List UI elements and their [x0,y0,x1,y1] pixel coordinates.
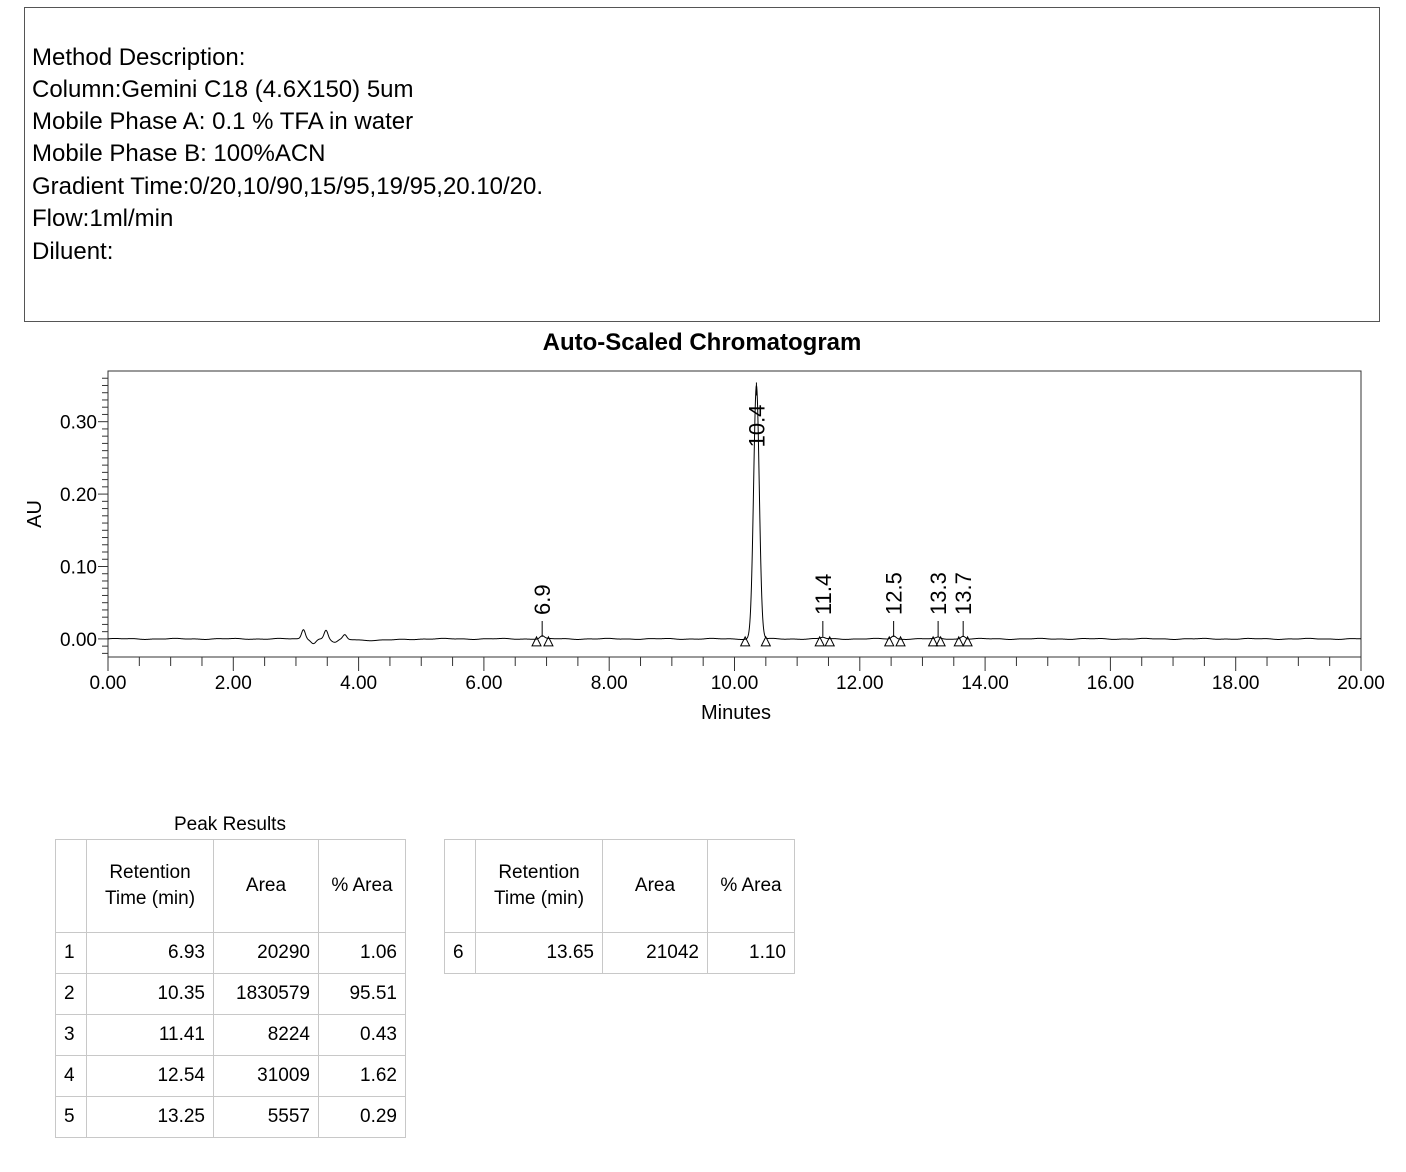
y-tick-label: 0.00 [60,629,97,651]
integration-mark [532,637,541,646]
peak-label: 11.4 [810,573,836,615]
method-line-diluent: Diluent: [32,238,114,265]
row-index: 5 [56,1097,87,1138]
chromatogram-trace [108,385,1361,643]
header-percent-area: % Area [708,840,795,933]
row-index: 3 [56,1015,87,1056]
x-tick-label: 4.00 [340,673,378,694]
y-axis-label: AU [24,500,46,528]
x-tick-label: 0.00 [89,673,127,694]
y-tick-label: 0.30 [60,412,97,434]
x-axis-label: Minutes [700,702,772,724]
y-tick-label: 0.20 [60,485,97,507]
header-index [56,840,87,933]
peak-label: 10.4 [744,404,770,448]
peak-results-table-right [444,839,795,974]
peak-label: 12.5 [881,572,907,615]
row-area: 20290 [214,933,319,974]
header-percent-area: % Area [319,840,406,933]
table-row [56,1015,406,1056]
header-retention-time: Retention Time (min) [87,840,214,933]
integration-marks [532,637,972,646]
table-row [56,933,406,974]
peak-label: 13.3 [926,572,952,615]
table-row [56,1097,406,1138]
integration-mark [963,637,972,646]
method-line-mobile-a: Mobile Phase A: 0.1 % TFA in water [32,108,414,135]
y-axis [60,378,108,653]
row-area: 8224 [214,1015,319,1056]
x-tick-label: 16.00 [1086,673,1135,694]
table-row [445,933,795,974]
x-tick-label: 10.00 [710,673,759,694]
row-percent-area: 1.10 [708,933,795,974]
table-header-row [56,840,406,933]
row-retention-time: 11.41 [87,1015,214,1056]
x-tick-label: 18.00 [1211,673,1260,694]
header-retention-time: Retention Time (min) [476,840,603,933]
y-tick-label: 0.10 [60,557,97,579]
row-percent-area: 1.62 [319,1056,406,1097]
method-line-title: Method Description: [32,44,246,71]
row-retention-time: 12.54 [87,1056,214,1097]
peak-label: 6.9 [530,584,556,615]
method-line-column: Column:Gemini C18 (4.6X150) 5um [32,76,414,103]
row-retention-time: 10.35 [87,974,214,1015]
row-percent-area: 0.43 [319,1015,406,1056]
x-tick-label: 12.00 [836,673,884,694]
peak-label: 13.7 [951,572,977,615]
x-tick-label: 2.00 [214,673,252,694]
method-line-gradient: Gradient Time:0/20,10/90,15/95,19/95,20.10/20. [32,173,544,200]
x-tick-label: 8.00 [590,673,628,694]
plot-frame [108,371,1361,657]
x-tick-label: 20.00 [1337,673,1385,694]
row-area: 5557 [214,1097,319,1138]
row-percent-area: 0.29 [319,1097,406,1138]
table-header-row [445,840,795,933]
header-area: Area [214,840,319,933]
row-index: 4 [56,1056,87,1097]
header-area: Area [603,840,708,933]
method-line-flow: Flow:1ml/min [32,205,174,232]
peak-results-table-left [55,839,406,1138]
x-tick-label: 14.00 [961,673,1009,694]
header-index [445,840,476,933]
row-percent-area: 95.51 [319,974,406,1015]
row-area: 21042 [603,933,708,974]
row-index: 1 [56,933,87,974]
table-row [56,974,406,1015]
x-tick-label: 6.00 [465,673,503,694]
table-row [56,1056,406,1097]
row-retention-time: 6.93 [87,933,214,974]
row-retention-time: 13.65 [476,933,603,974]
row-area: 31009 [214,1056,319,1097]
method-line-mobile-b: Mobile Phase B: 100%ACN [32,140,326,167]
integration-mark [741,637,750,646]
peak-results-caption: Peak Results [174,814,286,835]
row-index: 6 [445,933,476,974]
row-index: 2 [56,974,87,1015]
chart-title: Auto-Scaled Chromatogram [542,329,862,356]
row-retention-time: 13.25 [87,1097,214,1138]
row-area: 1830579 [214,974,319,1015]
row-percent-area: 1.06 [319,933,406,974]
x-axis [90,657,1385,694]
